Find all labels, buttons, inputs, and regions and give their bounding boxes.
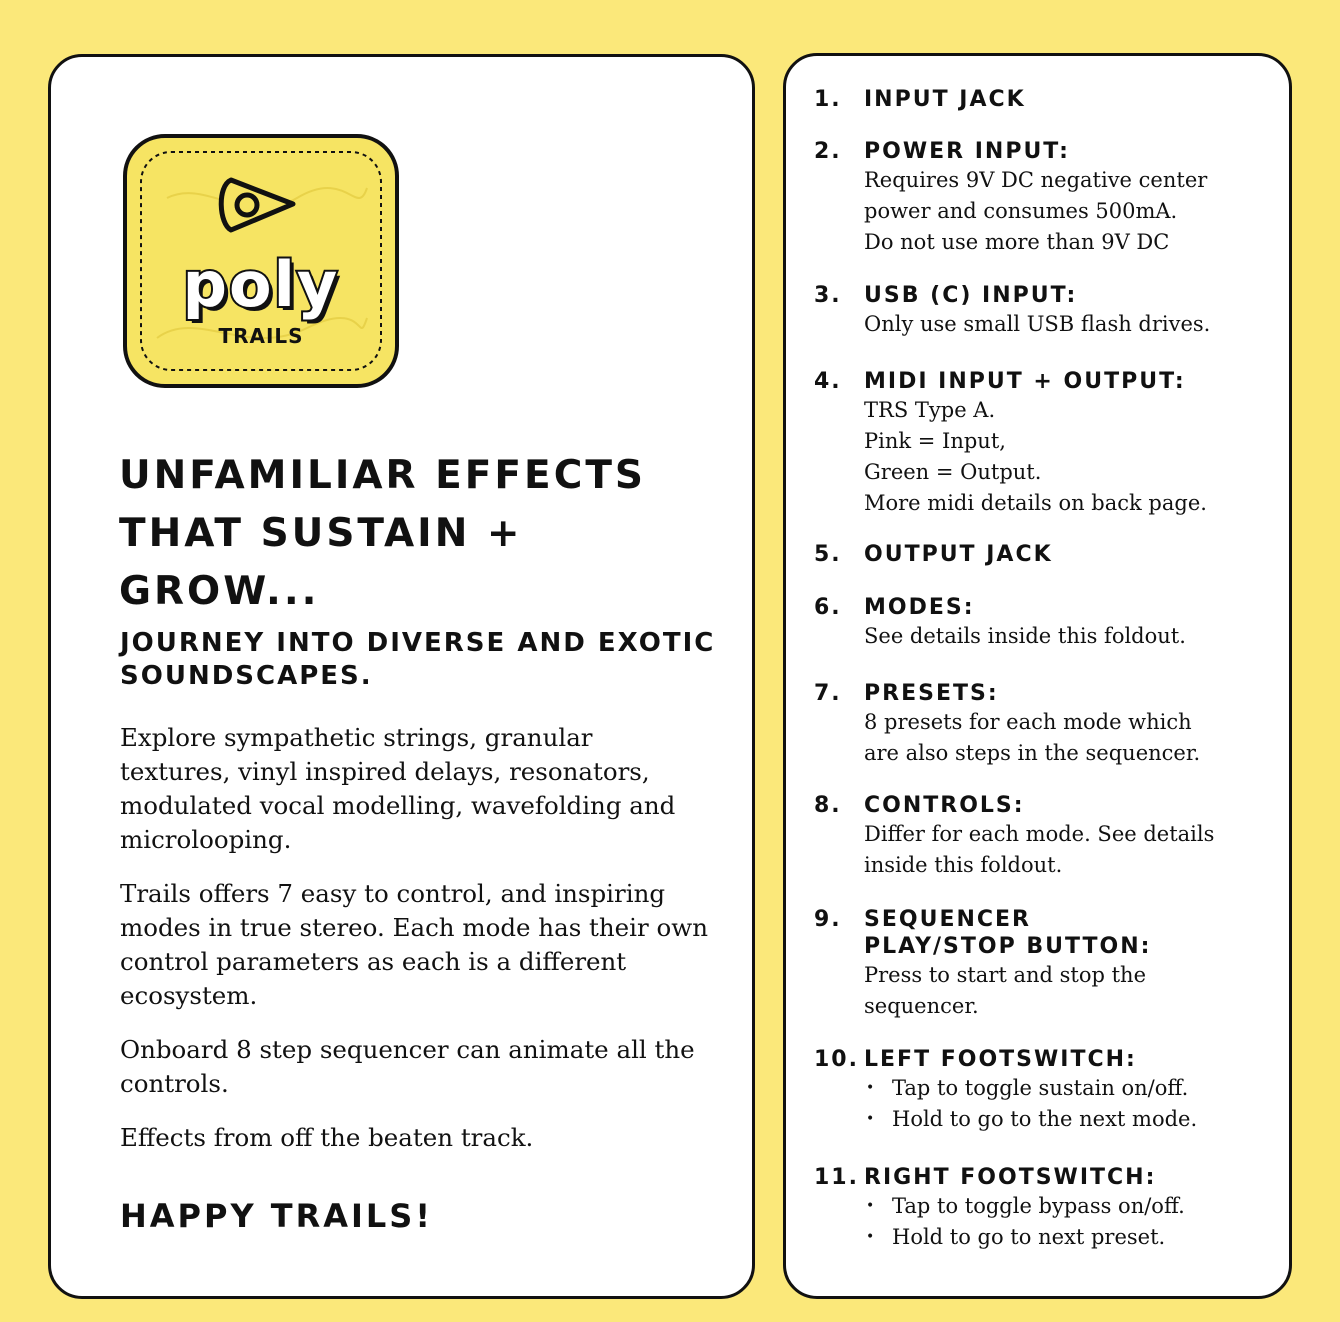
item-description: Differ for each mode. See details inside this foldout.	[864, 822, 1215, 877]
item-description: 8 presets for each mode which are also steps in the sequencer.	[864, 710, 1201, 765]
list-item	[814, 792, 1274, 881]
item-title: INPUT JACK	[864, 87, 1026, 112]
bullet-list	[864, 1073, 1274, 1135]
item-title: RIGHT FOOTSWITCH:	[864, 1165, 1157, 1190]
list-item	[814, 1046, 1274, 1135]
item-title: USB (C) INPUT:	[864, 283, 1078, 308]
item-title: POWER INPUT:	[864, 139, 1070, 164]
list-item	[814, 541, 1274, 568]
item-number: 3.	[814, 283, 842, 308]
poly-trails-logo	[123, 134, 399, 388]
logo-subtitle: TRAILS	[218, 324, 304, 348]
signoff: HAPPY TRAILS!	[120, 1197, 433, 1235]
list-item	[814, 680, 1274, 769]
item-title: CONTROLS:	[864, 793, 1025, 818]
item-number: 5.	[814, 542, 842, 567]
item-number: 4.	[814, 369, 842, 394]
bullet-item: • Hold to go to next preset.	[864, 1222, 1274, 1253]
logo-wordmark: poly	[182, 248, 340, 321]
left-panel	[48, 54, 755, 1299]
headline: UNFAMILIAR EFFECTS THAT SUSTAIN + GROW...	[119, 453, 647, 614]
item-title: MIDI INPUT + OUTPUT:	[864, 369, 1186, 394]
list-item	[814, 1164, 1274, 1253]
list-item	[814, 86, 1274, 113]
play-triangle-icon	[221, 180, 293, 230]
item-number: 10.	[814, 1047, 859, 1072]
item-description: Requires 9V DC negative center power and consumes 500mA. Do not use more than 9V DC	[864, 168, 1208, 254]
item-description: Press to start and stop the sequencer.	[864, 963, 1147, 1018]
item-title: OUTPUT JACK	[864, 542, 1053, 567]
description-paragraph: Trails offers 7 easy to control, and inspiring modes in true stereo. Each mode has their own control parameters as each is a different ecosystem.	[120, 879, 709, 1010]
item-description: See details inside this foldout.	[864, 624, 1186, 648]
item-number: 7.	[814, 681, 842, 706]
item-description: TRS Type A. Pink = Input, Green = Output. More midi details on back page.	[864, 398, 1207, 515]
item-title: MODES:	[864, 595, 975, 620]
item-title: SEQUENCER PLAY/STOP BUTTON:	[864, 907, 1152, 959]
list-item	[814, 282, 1274, 340]
item-title: PRESETS:	[864, 681, 999, 706]
bullet-item: • Hold to go to the next mode.	[864, 1104, 1274, 1135]
right-panel	[783, 53, 1292, 1299]
description-paragraph: Onboard 8 step sequencer can animate all the controls.	[120, 1035, 695, 1098]
bullet-item: • Tap to toggle sustain on/off.	[864, 1073, 1274, 1104]
item-number: 9.	[814, 907, 842, 932]
list-item	[814, 906, 1274, 1022]
description-paragraph: Explore sympathetic strings, granular textures, vinyl inspired delays, resonators, modulated vocal modelling, wavefolding and microlooping.	[120, 723, 676, 854]
list-item	[814, 138, 1274, 258]
list-item	[814, 368, 1274, 519]
item-number: 2.	[814, 139, 842, 164]
subheadline: JOURNEY INTO DIVERSE AND EXOTIC SOUNDSCAPES.	[120, 628, 716, 691]
item-number: 1.	[814, 87, 842, 112]
description-paragraph: Effects from off the beaten track.	[120, 1123, 534, 1152]
item-title: LEFT FOOTSWITCH:	[864, 1047, 1137, 1072]
item-number: 11.	[814, 1165, 859, 1190]
item-description: Only use small USB flash drives.	[864, 312, 1211, 336]
bullet-item: • Tap to toggle bypass on/off.	[864, 1191, 1274, 1222]
list-item	[814, 594, 1274, 652]
item-number: 6.	[814, 595, 842, 620]
item-number: 8.	[814, 793, 842, 818]
bullet-list	[864, 1191, 1274, 1253]
